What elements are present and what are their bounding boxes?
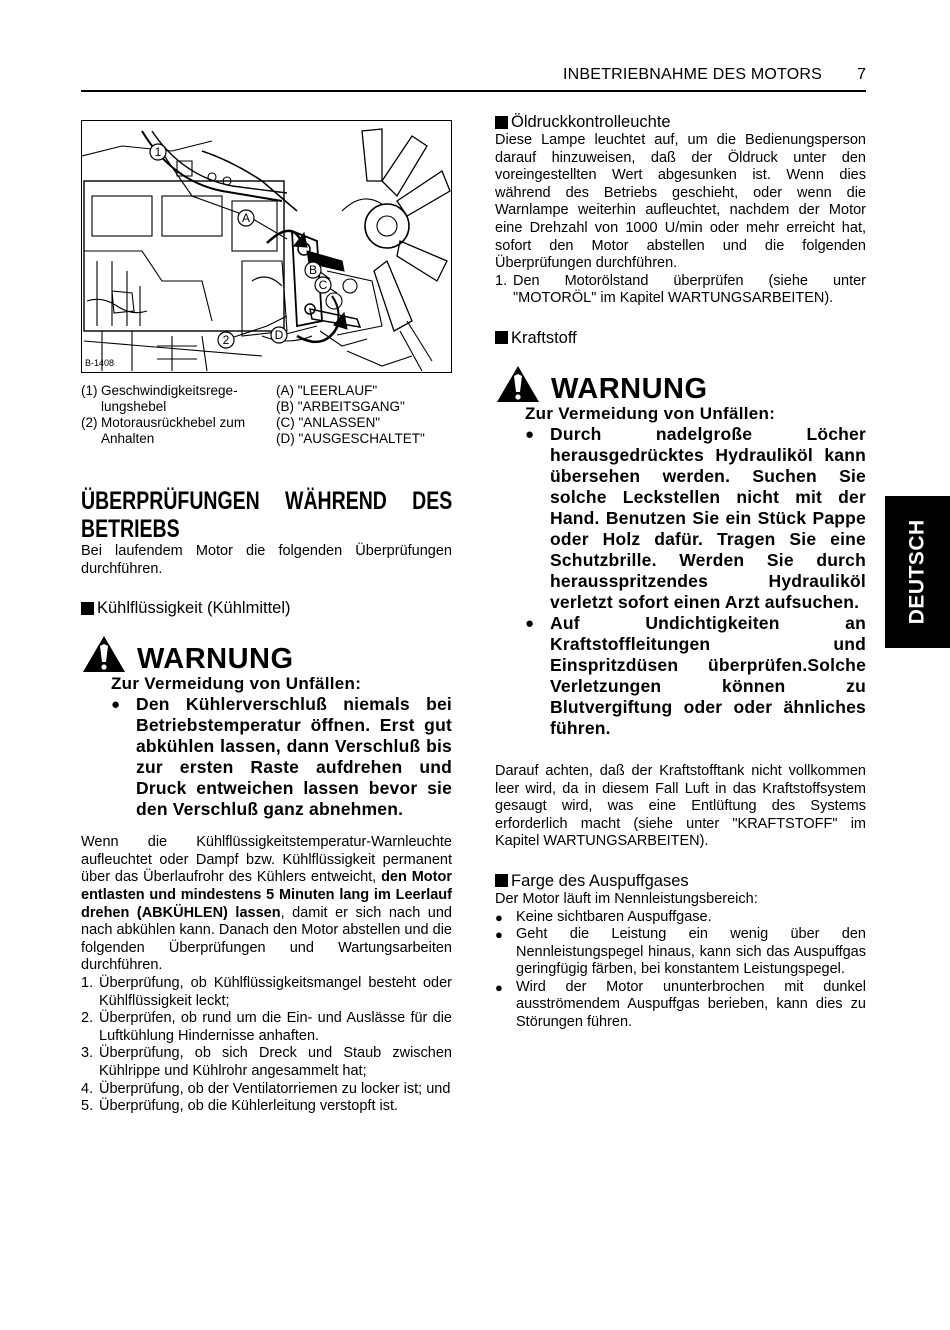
legend-item: (A) "LEERLAUF" xyxy=(276,383,378,398)
legend-item: (D) "AUSGESCHALTET" xyxy=(276,431,425,446)
list-item: 5. Überprüfung, ob die Kühlerleitung verstopft ist. xyxy=(81,1098,399,1115)
warning-subtitle: Zur Vermeidung von Unfällen: xyxy=(525,403,776,423)
legend-item: (2) Motorausrückhebel zum Anhalten xyxy=(81,415,246,446)
callout-a: A xyxy=(241,211,251,225)
coolant-heading: Kühlflüssigkeit (Kühlmittel) xyxy=(81,598,452,618)
figure-id: B-1408 xyxy=(85,358,115,368)
warning-triangle-icon xyxy=(495,364,541,404)
exhaust-heading: Farge des Auspuffgases xyxy=(495,871,866,891)
square-bullet-icon xyxy=(81,602,94,615)
warning-subtitle: Zur Vermeidung von Unfällen: xyxy=(111,674,362,694)
oil-paragraph: Diese Lampe leuchtet auf, um die Bedienungsperson darauf hinzuweisen, daß der Öldruck unter den voreingestellten Wert abgesunken ist. Wenn dies während des Betriebs geschieht, oder wenn die Warnlampe weiterhin aufleuchtet, nachdem der Motor eine Drehzahl von 1000 U/min oder mehr erreicht hat, sofort den Motor abstellen und die folgenden Überprüfungen durchführen. xyxy=(495,132,866,272)
language-tab-label: DEUTSCH xyxy=(905,519,929,625)
list-item: ● Wird der Motor ununterbrochen mit dunkel ausströmendem Auspuffgas berieben, kann dies zu Störungen führen. xyxy=(495,978,866,1031)
bullet-icon: ● xyxy=(525,614,535,632)
language-tab xyxy=(885,496,950,648)
square-bullet-icon xyxy=(495,331,508,344)
coolant-checks xyxy=(81,975,452,1116)
callout-d: D xyxy=(274,328,284,342)
bullet-icon: ● xyxy=(495,909,503,925)
list-item: ● Auf Undichtigkeiten an Kraftstoffleitungen und Einspritzdüsen überprüfen.Solche Verletzungen können zu Blutvergiftung oder oder ähnliches führen. xyxy=(525,612,866,738)
exhaust-intro: Der Motor läuft im Nennleistungsbereich: xyxy=(495,890,758,907)
bullet-icon: ● xyxy=(111,696,121,714)
engine-lever-figure xyxy=(81,120,452,373)
page-number: 7 xyxy=(857,66,866,83)
callout-b: B xyxy=(308,263,318,277)
bullet-icon: ● xyxy=(495,979,503,995)
legend-item: (C) "ANLASSEN" xyxy=(276,415,381,430)
list-item: 1. Den Motorölstand überprüfen (siehe unter "MOTORÖL" im Kapitel WARTUNGSARBEITEN). xyxy=(495,272,866,307)
oil-checks xyxy=(495,273,866,308)
warning-word: WARNUNG xyxy=(137,643,294,676)
warning-word: WARNUNG xyxy=(551,372,708,405)
callout-2: 2 xyxy=(222,333,230,347)
list-item: ● Geht die Leistung ein wenig über den Nennleistungspegel hinaus, kann sich das Auspuffgas geringfügig färben, bei konstantem Leistungspegel. xyxy=(495,926,866,978)
legend-item: (B) "ARBEITSGANG" xyxy=(276,399,405,414)
header-title: INBETRIEBNAHME DES MOTORS xyxy=(563,66,822,83)
exhaust-list xyxy=(495,909,866,1032)
section-intro: Bei laufendem Motor die folgenden Überprüfungen durchführen. xyxy=(81,543,452,577)
square-bullet-icon xyxy=(495,116,508,129)
left-column xyxy=(81,120,452,1116)
coolant-paragraph: Wenn die Kühlflüssigkeitstemperatur-Warnleuchte aufleuchtet oder Dampf bzw. Kühlflüssigkeit permanent über das Überlaufrohr des Kühlers entweicht, den Motor entlasten und mindestens 5 Minuten lang im Leerlauf drehen (ABKÜHLEN) lassen, damit er sich nach und nach abkühlen kann. Danach den Motor abstellen und die folgenden Überprüfungen und Wartungsarbeiten durchführen. xyxy=(81,834,452,974)
coolant-warning-list xyxy=(81,694,452,820)
list-item: ● Durch nadelgroße Löcher herausgedrücktes Hydrauliköl kann übersehen werden. Suchen Sie solche Leckstellen nicht mit der Hand. Benutzen Sie ein Stück Pappe oder Holz dafür. Tragen Sie eine Schutzbrille. Werden Sie durch herausspritzendes Hydrauliköl verletzt sofort einen Arzt aufsuchen. xyxy=(525,423,866,612)
figure-legend xyxy=(81,383,452,447)
list-item: 1. Überprüfung, ob Kühlflüssigkeitsmangel besteht oder Kühlflüssigkeit leckt; xyxy=(81,974,452,1009)
coolant-warning-header xyxy=(81,632,452,674)
list-item: ● Keine sichtbaren Auspuffgase. xyxy=(495,908,712,925)
fuel-warning-list xyxy=(495,424,866,739)
list-item: 4. Überprüfung, ob der Ventilatorriemen zu locker ist; und xyxy=(81,1080,451,1097)
list-item: 3. Überprüfung, ob sich Dreck und Staub zwischen Kühlrippe und Kühlrohr angesammelt hat; xyxy=(81,1045,452,1079)
callout-c: C xyxy=(318,278,328,292)
page-header xyxy=(81,62,866,92)
legend-item: (1) Geschwindigkeitsrege-lungshebel xyxy=(81,383,238,414)
bullet-icon: ● xyxy=(495,927,503,943)
warning-triangle-icon xyxy=(81,634,127,674)
square-bullet-icon xyxy=(495,874,508,887)
list-item: ● Den Kühlerverschluß niemals bei Betriebstemperatur öffnen. Erst gut abkühlen lassen, dann Verschluß bis zur ersten Raste aufdrehen und Druck entweichen lassen bevor sie den Verschluß ganz abnehmen. xyxy=(111,694,452,820)
fuel-paragraph: Darauf achten, daß der Kraftstofftank nicht vollkommen leer wird, da in diesem Fall Luft in das Kraftstoffsystem gesaugt wird, was eine Entlüftung des Systems erforderlich macht (siehe unter "KRAFTSTOFF" im Kapitel WARTUNGSARBEITEN). xyxy=(495,762,866,850)
fuel-warning-header xyxy=(495,362,866,404)
right-column xyxy=(495,112,866,1032)
callout-1: 1 xyxy=(154,145,162,159)
legend-left xyxy=(81,383,276,447)
section-heading: ÜBERPRÜFUNGEN WÄHREND DES BETRIEBS xyxy=(81,487,453,543)
bullet-icon: ● xyxy=(525,425,535,443)
fuel-heading: Kraftstoff xyxy=(495,328,866,348)
figure-callouts xyxy=(82,121,452,373)
list-item: 2. Überprüfen, ob rund um die Ein- und Auslässe für die Luftkühlung Hindernisse anhaften. xyxy=(81,1010,452,1044)
oil-heading: Öldruckkontrolleuchte xyxy=(495,112,866,132)
legend-right xyxy=(276,383,452,447)
